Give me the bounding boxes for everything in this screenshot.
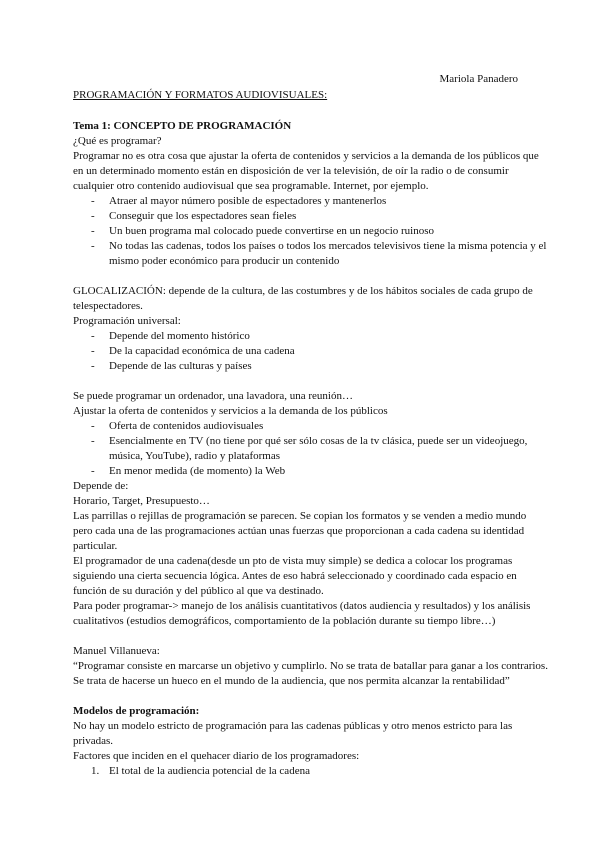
- question-line: ¿Qué es programar?: [73, 135, 162, 147]
- list-item: 1. El total de la audiencia potencial de la cadena: [109, 764, 548, 779]
- quote-author: Manuel Villanueva:: [73, 645, 160, 657]
- depends-label: Depende de:: [73, 480, 129, 492]
- universal-label: Programación universal:: [73, 315, 181, 327]
- list-item: - No todas las cadenas, todos los países o todos los mercados televisivos tiene la misma potencia y el mismo poder económico para producir un contenido: [109, 239, 548, 269]
- adjust-list: [73, 419, 548, 479]
- factors-list: [73, 764, 548, 779]
- depends-values: Horario, Target, Presupuesto…: [73, 495, 210, 507]
- analysis-paragraph: Para poder programar-> manejo de los análisis cuantitativos (datos audiencia y resultados) y los análisis cualitativos (estudios demográficos, comportamiento de la población durante su tiempo libre…): [73, 600, 531, 627]
- list-item: - Atraer al mayor número posible de espectadores y mantenerlos: [109, 194, 548, 209]
- list-item: - Conseguir que los espectadores sean fieles: [109, 209, 548, 224]
- list-item: - Depende de las culturas y países: [109, 359, 548, 374]
- author-name: Mariola Panadero: [439, 73, 518, 85]
- tema-heading: Tema 1: CONCEPTO DE PROGRAMACIÓN: [73, 120, 292, 132]
- list-item: - Esencialmente en TV (no tiene por qué ser sólo cosas de la tv clásica, puede ser un videojuego, música, YouTube), radio y plataformas: [109, 434, 548, 464]
- list-item: - De la capacidad económica de una cadena: [109, 344, 548, 359]
- document-title: PROGRAMACIÓN Y FORMATOS AUDIOVISUALES:: [73, 89, 328, 101]
- list-item: - Oferta de contenidos audiovisuales: [109, 419, 548, 434]
- universal-list: [73, 329, 548, 374]
- list-item: - Un buen programa mal colocado puede convertirse en un negocio ruinoso: [109, 224, 548, 239]
- models-paragraph: No hay un modelo estricto de programación para las cadenas públicas y otro menos estricto para las privadas.: [73, 720, 513, 747]
- models-heading: Modelos de programación:: [73, 705, 200, 717]
- can-program-line: Se puede programar un ordenador, una lavadora, una reunión…: [73, 390, 353, 402]
- document-body: [73, 88, 548, 779]
- list-item: - Depende del momento histórico: [109, 329, 548, 344]
- programmer-paragraph: El programador de una cadena(desde un pto de vista muy simple) se dedica a colocar los programas siguiendo una cierta secuencia lógica. Antes de eso habrá seleccionado y coordinado cada espacio en función de su duración y del público al que va destinado.: [73, 555, 517, 597]
- adjust-line: Ajustar la oferta de contenidos y servicios a la demanda de los públicos: [73, 405, 388, 417]
- intro-paragraph: Programar no es otra cosa que ajustar la oferta de contenidos y servicios a la demanda de los públicos que en un determinado momento están en disposición de ver la televisión, de oír la radio o de consumir cualquier otro contenido audiovisual que sea programable. Internet, por ejemplo.: [73, 150, 539, 192]
- list-item: - En menor medida (de momento) la Web: [109, 464, 548, 479]
- factors-label: Factores que inciden en el quehacer diario de los programadores:: [73, 750, 360, 762]
- goals-list: [73, 194, 548, 269]
- grids-paragraph: Las parrillas o rejillas de programación se parecen. Se copian los formatos y se venden a medio mundo pero cada una de las programaciones actúan unas fuerzas que proporcionan a cada cadena su identidad particular.: [73, 510, 527, 552]
- glocalization-paragraph: GLOCALIZACIÓN: depende de la cultura, de las costumbres y de los hábitos sociales de cada grupo de telespectadores.: [73, 285, 533, 312]
- quote-text: “Programar consiste en marcarse un objetivo y cumplirlo. No se trata de batallar para ganar a los contrarios. Se trata de hacerse un hueco en el mundo de la audiencia, que nos permita alcanzar la rentabilidad”: [73, 660, 548, 687]
